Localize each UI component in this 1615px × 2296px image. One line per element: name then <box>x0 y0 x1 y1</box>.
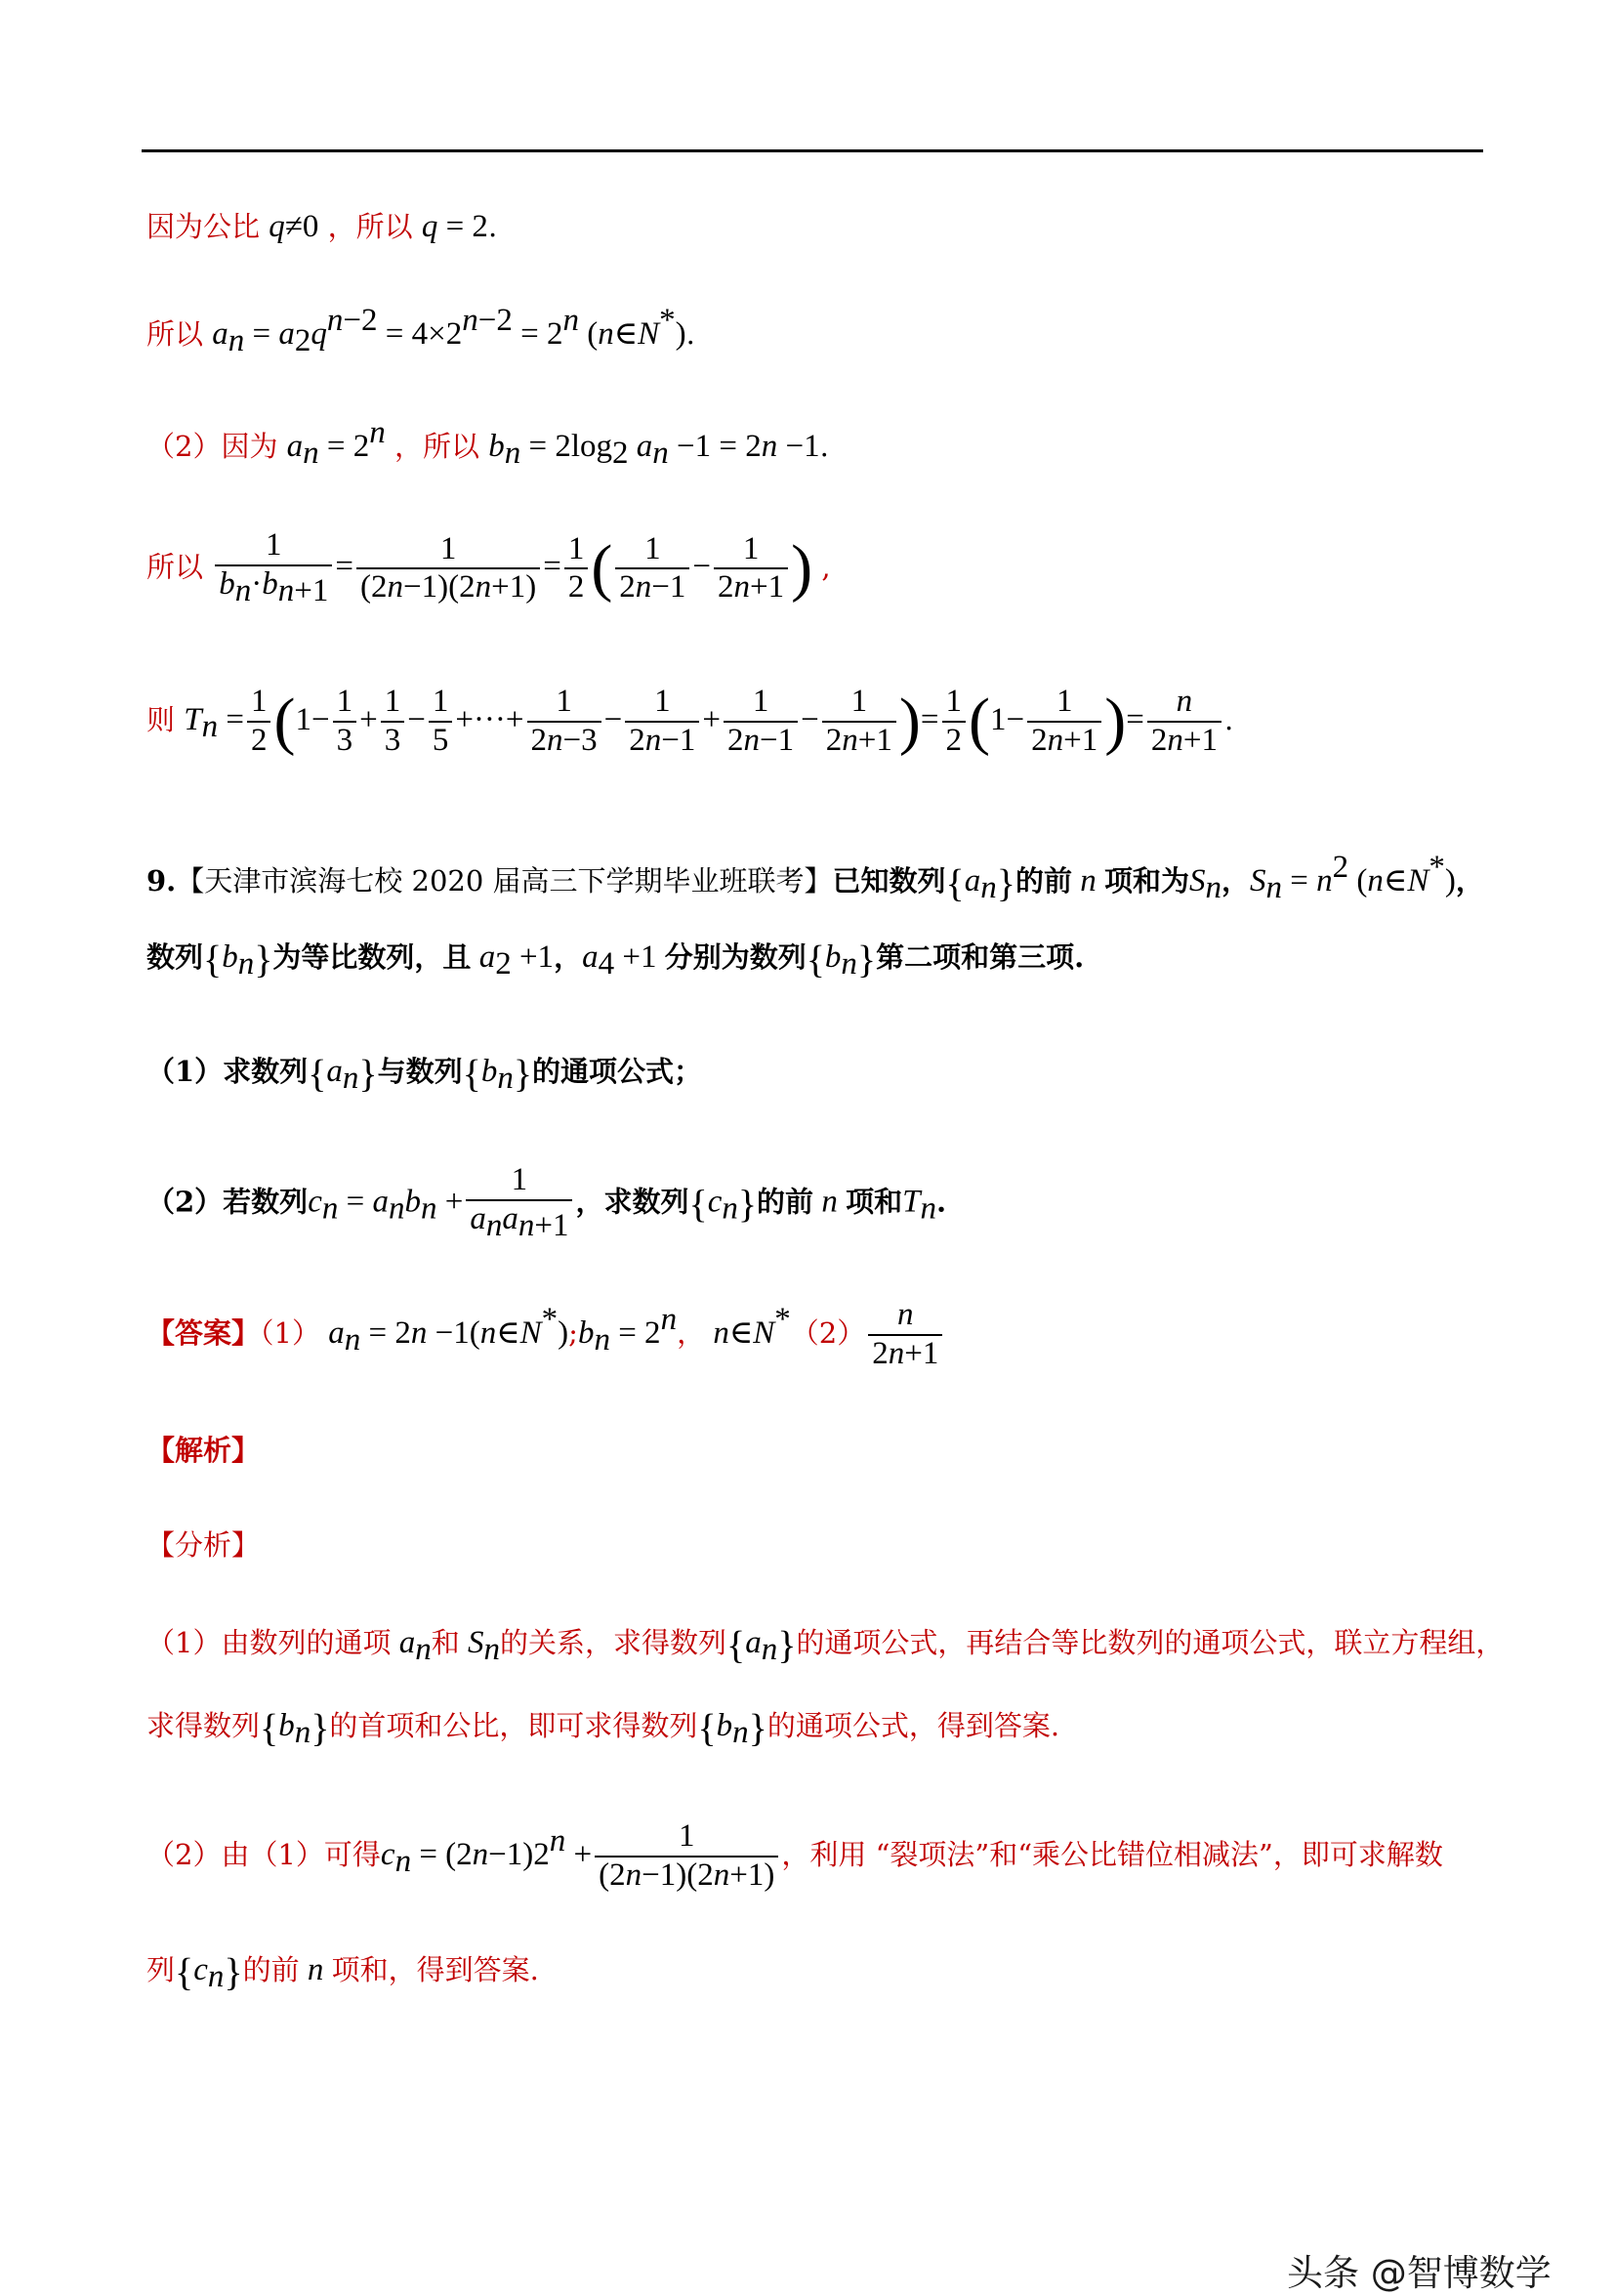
analysis-line-1: （1）由数列的通项 $a_n$和 $S_n$的关系，求得数列$\{a_n\}$的通项公式，再结合等比数列的通项公式，联立方程组， <box>146 1622 1505 1667</box>
analysis-label: 【解析】 <box>146 1434 261 1467</box>
analysis-sub-label: 【分析】 <box>146 1528 261 1562</box>
solution-line-3: （2）因为 $a_n = 2^n$ ，所以 $b_n = 2\log_2$ $a_n -1 = 2n -1$. <box>146 415 829 471</box>
analysis-line-4: 列$\{c_n\}$的前 n 项和，得到答案. <box>146 1949 539 1994</box>
header-rule <box>142 149 1483 152</box>
question-1: （1）求数列$\{a_n\}$与数列$\{b_n\}$的通项公式； <box>146 1051 703 1096</box>
solution-line-4: 所以 $\frac{1}{b_n\cdot b_{n+1}}$ = $\frac{1}{(2n-1)(2n+1)}$ = $\frac{1}{2}$ ( $\frac{1}{2n-1}$ − $\frac{1}{2n+1}$ ) , <box>146 527 831 608</box>
question-2: （2）若数列$c_n = a_nb_n$ + $\frac{1}{a_na_{n+1}}$ ，求数列$\{c_n\}$的前 n 项和$T_n$. <box>146 1162 947 1243</box>
solution-line-2: 所以 $a_n = a_2q^{n-2} = 4\times 2^{n-2} = 2^n$ (n∈N*). <box>146 303 695 358</box>
solution-line-1: 因为公比 q≠0 ，所以 q = 2. <box>146 209 498 244</box>
solution-line-5: 则 $T_n$ = $\frac{1}{2}$ (1− $\frac{1}{3}$ + $\frac{1}{3}$ − $\frac{1}{5}$ +···+ $\frac{1}{2n-3}$ − $\frac{1}{2n-1}$ + $\frac{1}{2n-1}$ − $\frac{1}{2n+1}$ )= $\frac{1}{2}$ (1− $\frac{1}{2n+1}$ )= $\frac{n}{2n+1}$ . <box>146 684 1234 758</box>
analysis-line-3: （2）由（1）可得$c_n = (2n-1)2^n$ + $\frac{1}{(2n-1)(2n+1)}$ ，利用 “裂项法”和“乘公比错位相减法”，即可求解数 <box>146 1818 1443 1893</box>
analysis-line-2: 求得数列$\{b_n\}$的首项和公比，即可求得数列$\{b_n\}$的通项公式，得到答案. <box>146 1705 1060 1750</box>
problem-9-line-1: 9.【天津市滨海七校 2020 届高三下学期毕业班联考】已知数列$\{a_n\}$的前 n 项和为$S_n$，$S_n = n^2$ (n∈N*)， <box>146 850 1484 905</box>
problem-9-line-2: 数列$\{b_n\}$为等比数列，且 $a_2 +1$，$a_4 +1$ 分别为数列$\{b_n\}$第二项和第三项. <box>146 937 1085 981</box>
watermark: 头条 @智博数学 <box>1287 2252 1552 2294</box>
answer-line: 【答案】（1） $a_n = 2n$ $-1(n\in N^*);b_n = 2^n$， n∈N*（2） $\frac{n}{2n+1}$ <box>146 1297 945 1373</box>
